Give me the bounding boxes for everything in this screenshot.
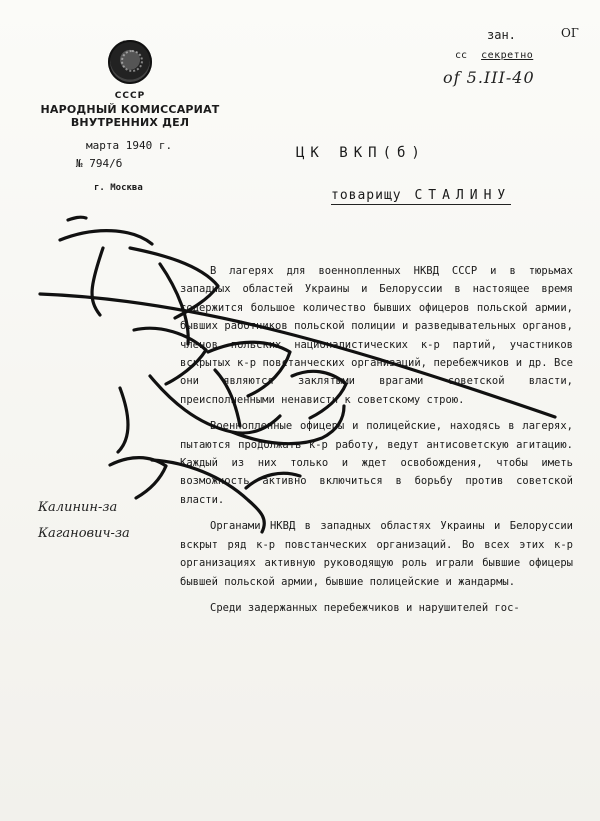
letter-date: марта 1940 г. <box>86 139 173 152</box>
signature-stroke <box>68 217 86 220</box>
stamp-mark: ОГ <box>561 26 579 40</box>
letterhead <box>40 90 220 129</box>
stamp-line-b: секретно <box>481 50 534 61</box>
signature-stroke <box>118 388 128 452</box>
cosigner-notes <box>38 495 130 547</box>
stamp-handwritten-date: оf 5.III-40 <box>443 68 535 87</box>
letter-body <box>180 262 573 617</box>
letterhead-country: СССР <box>114 91 146 101</box>
paragraph: Среди задержанных перебежчиков и нарушителей гос- <box>210 601 520 614</box>
letterhead-agency-line-2: ВНУТРЕННИХ ДЕЛ <box>70 116 190 129</box>
letter-city: г. Москва <box>94 183 143 193</box>
letter-number: № 794/б <box>76 157 123 170</box>
cosigner-note: Каганович-за <box>38 526 130 541</box>
letterhead-agency-line-1: НАРОДНЫЙ КОМИССАРИАТ <box>40 103 220 116</box>
stamp-code: зан. <box>487 28 516 42</box>
state-emblem-icon <box>108 40 152 84</box>
recipient-org: ЦК ВКП(б) <box>296 145 426 161</box>
stamp-line-a: сс <box>455 50 468 61</box>
recipient-prefix: товарищу <box>331 188 402 203</box>
registration-stamp <box>443 22 583 94</box>
signature-stroke <box>60 231 152 244</box>
paragraph: Военнопленные офицеры и полицейские, находясь в лагерях, пытаются продолжать к-р работу, ведут антисоветскую агитацию. Каждый из них только и ждет освобождения, чтобы иметь возможность активно включиться в борьбу против советской власти. <box>180 420 573 506</box>
recipient-line <box>331 188 511 205</box>
recipient-name: СТАЛИНУ <box>414 188 512 203</box>
stamp-classification <box>455 50 533 61</box>
paragraph: В лагерях для военнопленных НКВД СССР и в тюрьмах западных областей Украины и Белоруссии в настоящее время содержится большое количество бывших офицеров польской армии, бывших работников польской полиции и разведывательных органов, членов польских националистических к-р партий, участников вскрытых к-р повстанческих организаций, перебежчиков и др. Все они являются заклятыми врагами советской власти, преисполненными ненависти к советскому строю. <box>180 265 573 406</box>
cosigner-note: Калинин-за <box>38 500 118 515</box>
paragraph: Органами НКВД в западных областях Украины и Белоруссии вскрыт ряд к-р повстанческих организаций. Во всех этих к-р организациях активную руководящую роль играли бывшие офицеры бывшей польской армии, бывшие полицейские и жандармы. <box>180 520 573 588</box>
signature-stroke <box>92 248 103 315</box>
signature-stroke <box>110 458 166 498</box>
